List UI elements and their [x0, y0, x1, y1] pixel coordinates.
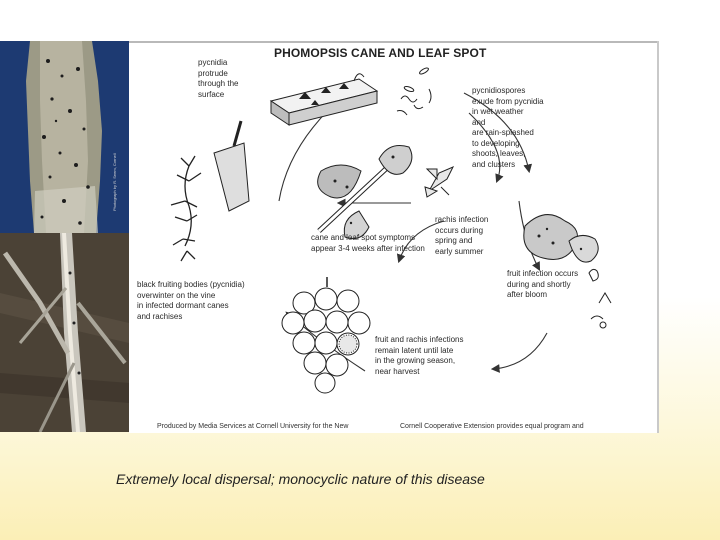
label-fruit-infection: fruit infection occurs during and shortly after bloom [507, 269, 579, 299]
cane-lesion-image [0, 41, 129, 233]
dormant-cane-photo [0, 233, 129, 432]
dormant-cane-illustration [214, 121, 249, 211]
credit-right: Cornell Cooperative Extension provides equal program and [400, 423, 584, 430]
bloom-illustration [591, 293, 611, 328]
label-pycnidiospores: pycnidiospores exude from pycnidia in wet weather and are rain-splashed to developing shoots, leaves, and clusters [472, 86, 544, 169]
diagram-title: PHOMOPSIS CANE AND LEAF SPOT [274, 46, 487, 60]
diagram-frame-right [657, 41, 659, 433]
rachis-illustration [171, 156, 201, 261]
label-cane-leaf-symptoms: cane and leaf spot symptoms appear 3-4 weeks after infection [311, 233, 425, 253]
infected-shoot-illustration [318, 146, 412, 239]
credit-left: Produced by Media Services at Cornell University for the New [157, 423, 349, 430]
label-pycnidia: pycnidia protrude through the surface [198, 58, 239, 99]
photo-credit: Photograph by R. Seem, Cornell [112, 153, 117, 211]
slide-caption: Extremely local dispersal; monocyclic nature of this disease [116, 471, 485, 487]
diagram-frame-top [129, 41, 659, 43]
label-latent-infections: fruit and rachis infections remain latent until late in the growing season, near harvest [375, 335, 464, 376]
disease-cycle-diagram [129, 41, 659, 433]
dormant-cane-image [0, 233, 129, 432]
label-black-fruiting-bodies: black fruiting bodies (pycnidia) overwinter on the vine in infected dormant canes and rachises [137, 280, 245, 321]
shoot-illustration [425, 167, 453, 197]
cane-piece-illustration [271, 74, 377, 125]
spores-illustration [397, 67, 431, 115]
cane-lesion-photo [0, 41, 129, 233]
label-rachis-infection: rachis infection occurs during spring and early summer [435, 215, 489, 256]
grape-cluster-illustration [282, 277, 370, 393]
